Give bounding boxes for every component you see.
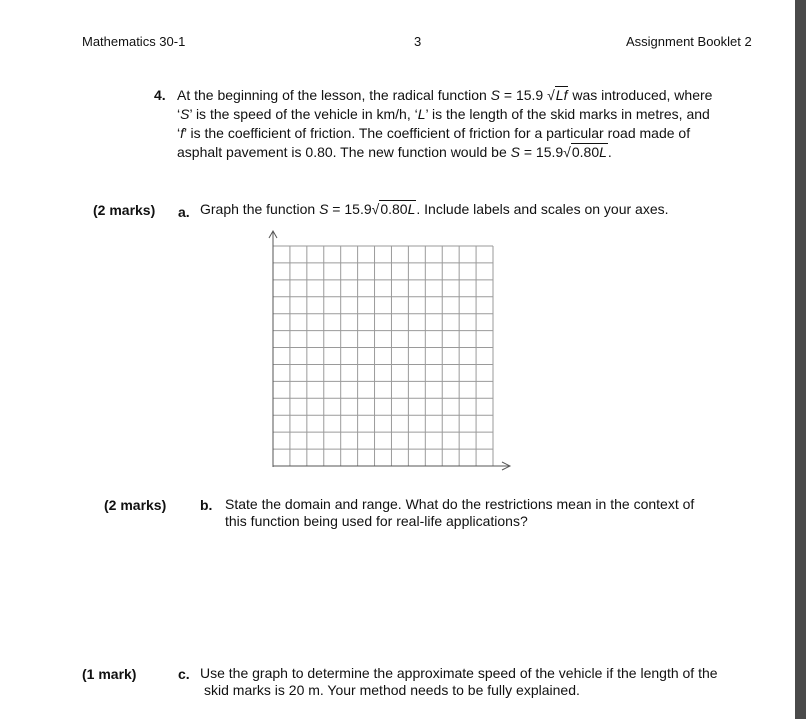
part-c-marks: (1 mark) [82, 666, 137, 682]
part-c-text [200, 665, 718, 699]
question-line-2: ‘S’ is the speed of the vehicle in km/h, ‘L’ is the length of the skid marks in metres, and [177, 106, 710, 122]
part-a-marks: (2 marks) [93, 202, 156, 218]
header-page-number: 3 [414, 34, 422, 49]
part-a-label: a. [178, 204, 190, 220]
header-course: Mathematics 30-1 [82, 34, 186, 49]
part-c-line-1: Use the graph to determine the approximate speed of the vehicle if the length of the [200, 665, 718, 681]
part-b-marks: (2 marks) [104, 497, 167, 513]
question-number: 4. [154, 87, 166, 103]
grid-lines [273, 246, 493, 466]
blank-graph-grid[interactable] [262, 226, 522, 476]
part-c-line-2: skid marks is 20 m. Your method needs to be fully explained. [204, 682, 580, 698]
question-line-1: At the beginning of the lesson, the radical function S = 15.9 √Lf was introduced, where [177, 87, 713, 103]
header-booklet: Assignment Booklet 2 [626, 34, 752, 49]
part-b-line-1: State the domain and range. What do the restrictions mean in the context of [225, 496, 695, 512]
question-line-3: ‘f’ is the coefficient of friction. The coefficient of friction for a particular road made of [177, 125, 691, 141]
part-b-label: b. [200, 497, 213, 513]
part-c-label: c. [178, 666, 190, 682]
question-line-4: asphalt pavement is 0.80. The new function would be S = 15.9√0.80L. [177, 144, 612, 160]
part-b-text [225, 496, 694, 530]
question-text [177, 86, 757, 162]
part-a-text: Graph the function S = 15.9√0.80L. Include labels and scales on your axes. [200, 201, 669, 217]
part-b-line-2: this function being used for real-life applications? [225, 513, 528, 529]
